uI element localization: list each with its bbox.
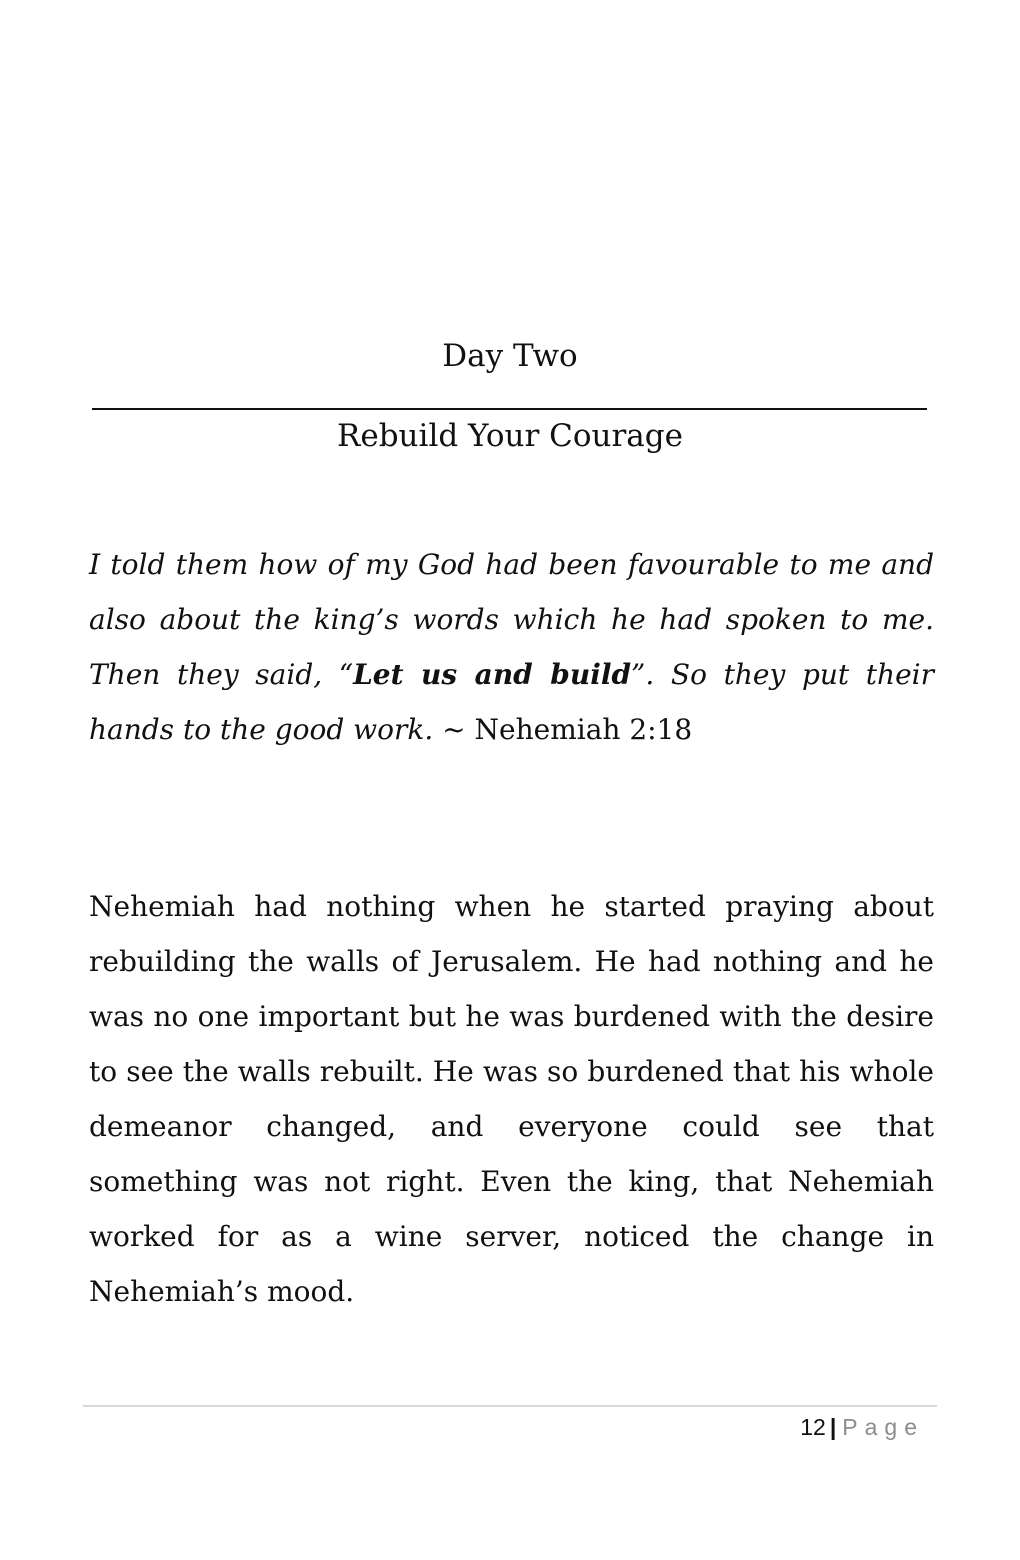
page-footer [800,1410,924,1444]
scripture-text-end: ”. So they put their hands to the good work. [89,658,934,746]
scripture-text-start: I told them how of my God had been favourable to me and also about the king’s words which he had spoken to me. Then they said, “ [89,548,934,691]
page-label: Page [842,1414,924,1440]
page-subtitle: Rebuild Your Courage [337,418,683,454]
scripture-quote [89,537,934,757]
title-divider [92,408,927,410]
page-number: 12 [800,1414,826,1440]
page-title: Day Two [442,338,578,374]
footer-divider [83,1405,937,1407]
scripture-emphasis: Let us and build [353,658,632,691]
body-paragraph: Nehemiah had nothing when he started praying about rebuilding the walls of Jerusalem. He had nothing and he was no one important but he was burdened with the desire to see the walls rebuilt. He was so burdened that his whole demeanor changed, and everyone could see that something was not right. Even the king, that Nehemiah worked for as a wine server, noticed the change in Nehemiah’s mood. [89,890,934,1308]
page-separator: | [829,1414,837,1440]
scripture-reference: ~ Nehemiah 2:18 [433,713,693,746]
